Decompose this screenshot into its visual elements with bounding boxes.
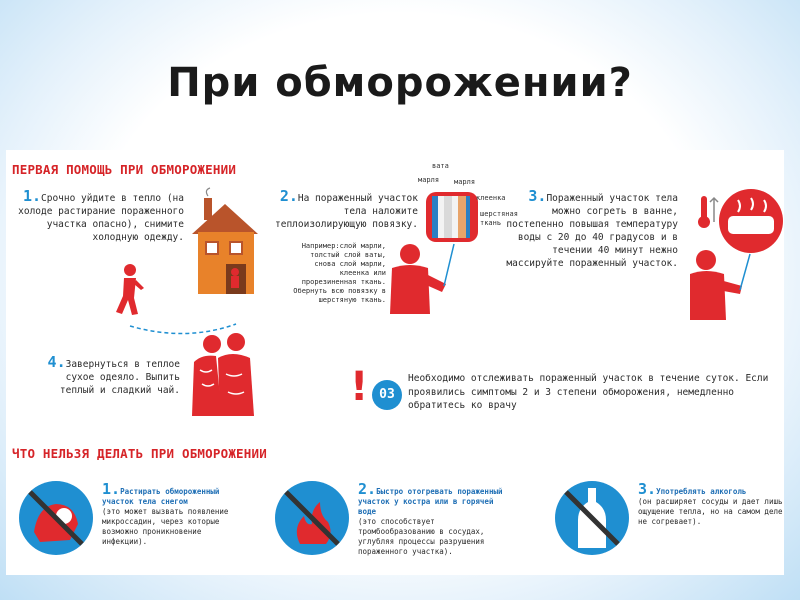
no-fire-warming-icon (274, 480, 350, 556)
infographic-poster (6, 150, 784, 575)
slide-title: При обморожении? (167, 60, 633, 106)
step3-text: 3.Пораженный участок тела можно согреть в ванне, постепенно повышая температуру воды с 20 до 40 градусов и в течении 40 минут нежно массируйте пораженный участок. (506, 187, 678, 269)
dont-item1-text: 1.Растирать обмороженный участок тела снегом (это может вызвать появление микроссадин, через которые возможно проникновение инфекции). (102, 480, 229, 546)
layer-label-woolen: шерстяная ткань (480, 210, 518, 227)
step2-text: 2.На пораженный участок тела наложите теплоизолирующую повязку. (275, 187, 418, 230)
blanket-people-icon (192, 334, 254, 416)
alert-text: Необходимо отслеживать пораженный участок в течение суток. Если проявились симптомы 2 и 3 степени обморожения, немедленно обратитесь ко врачу (408, 373, 769, 411)
person-bandaged-arm-icon (388, 244, 458, 314)
dont-item3-text: 3.Употреблять алкоголь (он расширяет сосуды и дает лишь ощущение тепла, но на самом деле не согревает). (638, 480, 783, 526)
no-alcohol-icon (554, 480, 630, 556)
layer-label-gauze-1: марля (418, 176, 440, 184)
step2-note: Например:слой марли, толстый слой ваты, снова слой марли, клеенка или прорезиненная ткань. Обернуть всю повязку в шерстяную ткань. (293, 242, 386, 304)
person-reaching-icon (690, 250, 760, 320)
bathtub-icon (718, 188, 784, 254)
bandage-layers-icon (424, 188, 480, 248)
layer-label-oilcloth: клеенка (476, 194, 506, 202)
no-snow-rubbing-icon (18, 480, 94, 556)
dont-item2-text: 2.Быстро отогревать пораженный участок у костра или в горячей воде (это способствует тромбообразованию в сосудах, углубляя процессы разрушения пораженного участка). (358, 480, 503, 556)
thermometer-icon (698, 194, 720, 230)
first-aid-heading: ПЕРВАЯ ПОМОЩЬ ПРИ ОБМОРОЖЕНИИ (12, 162, 237, 177)
step4-text: 4.Завернуться в теплое сухое одеяло. Выпить теплый и сладкий чай. (47, 353, 180, 396)
layer-label-wool: вата (432, 162, 449, 170)
layer-label-gauze-2: марля (454, 178, 476, 186)
alert-code-badge: 03 (372, 380, 402, 410)
step1-text: 1.Срочно уйдите в тепло (на холоде растирание пораженного участка опасно), снимите холодную одежду. (18, 187, 184, 243)
alert-exclamation: ! (350, 364, 369, 410)
house-icon (190, 188, 260, 298)
dont-heading: ЧТО НЕЛЬЗЯ ДЕЛАТЬ ПРИ ОБМОРОЖЕНИИ (12, 446, 267, 461)
